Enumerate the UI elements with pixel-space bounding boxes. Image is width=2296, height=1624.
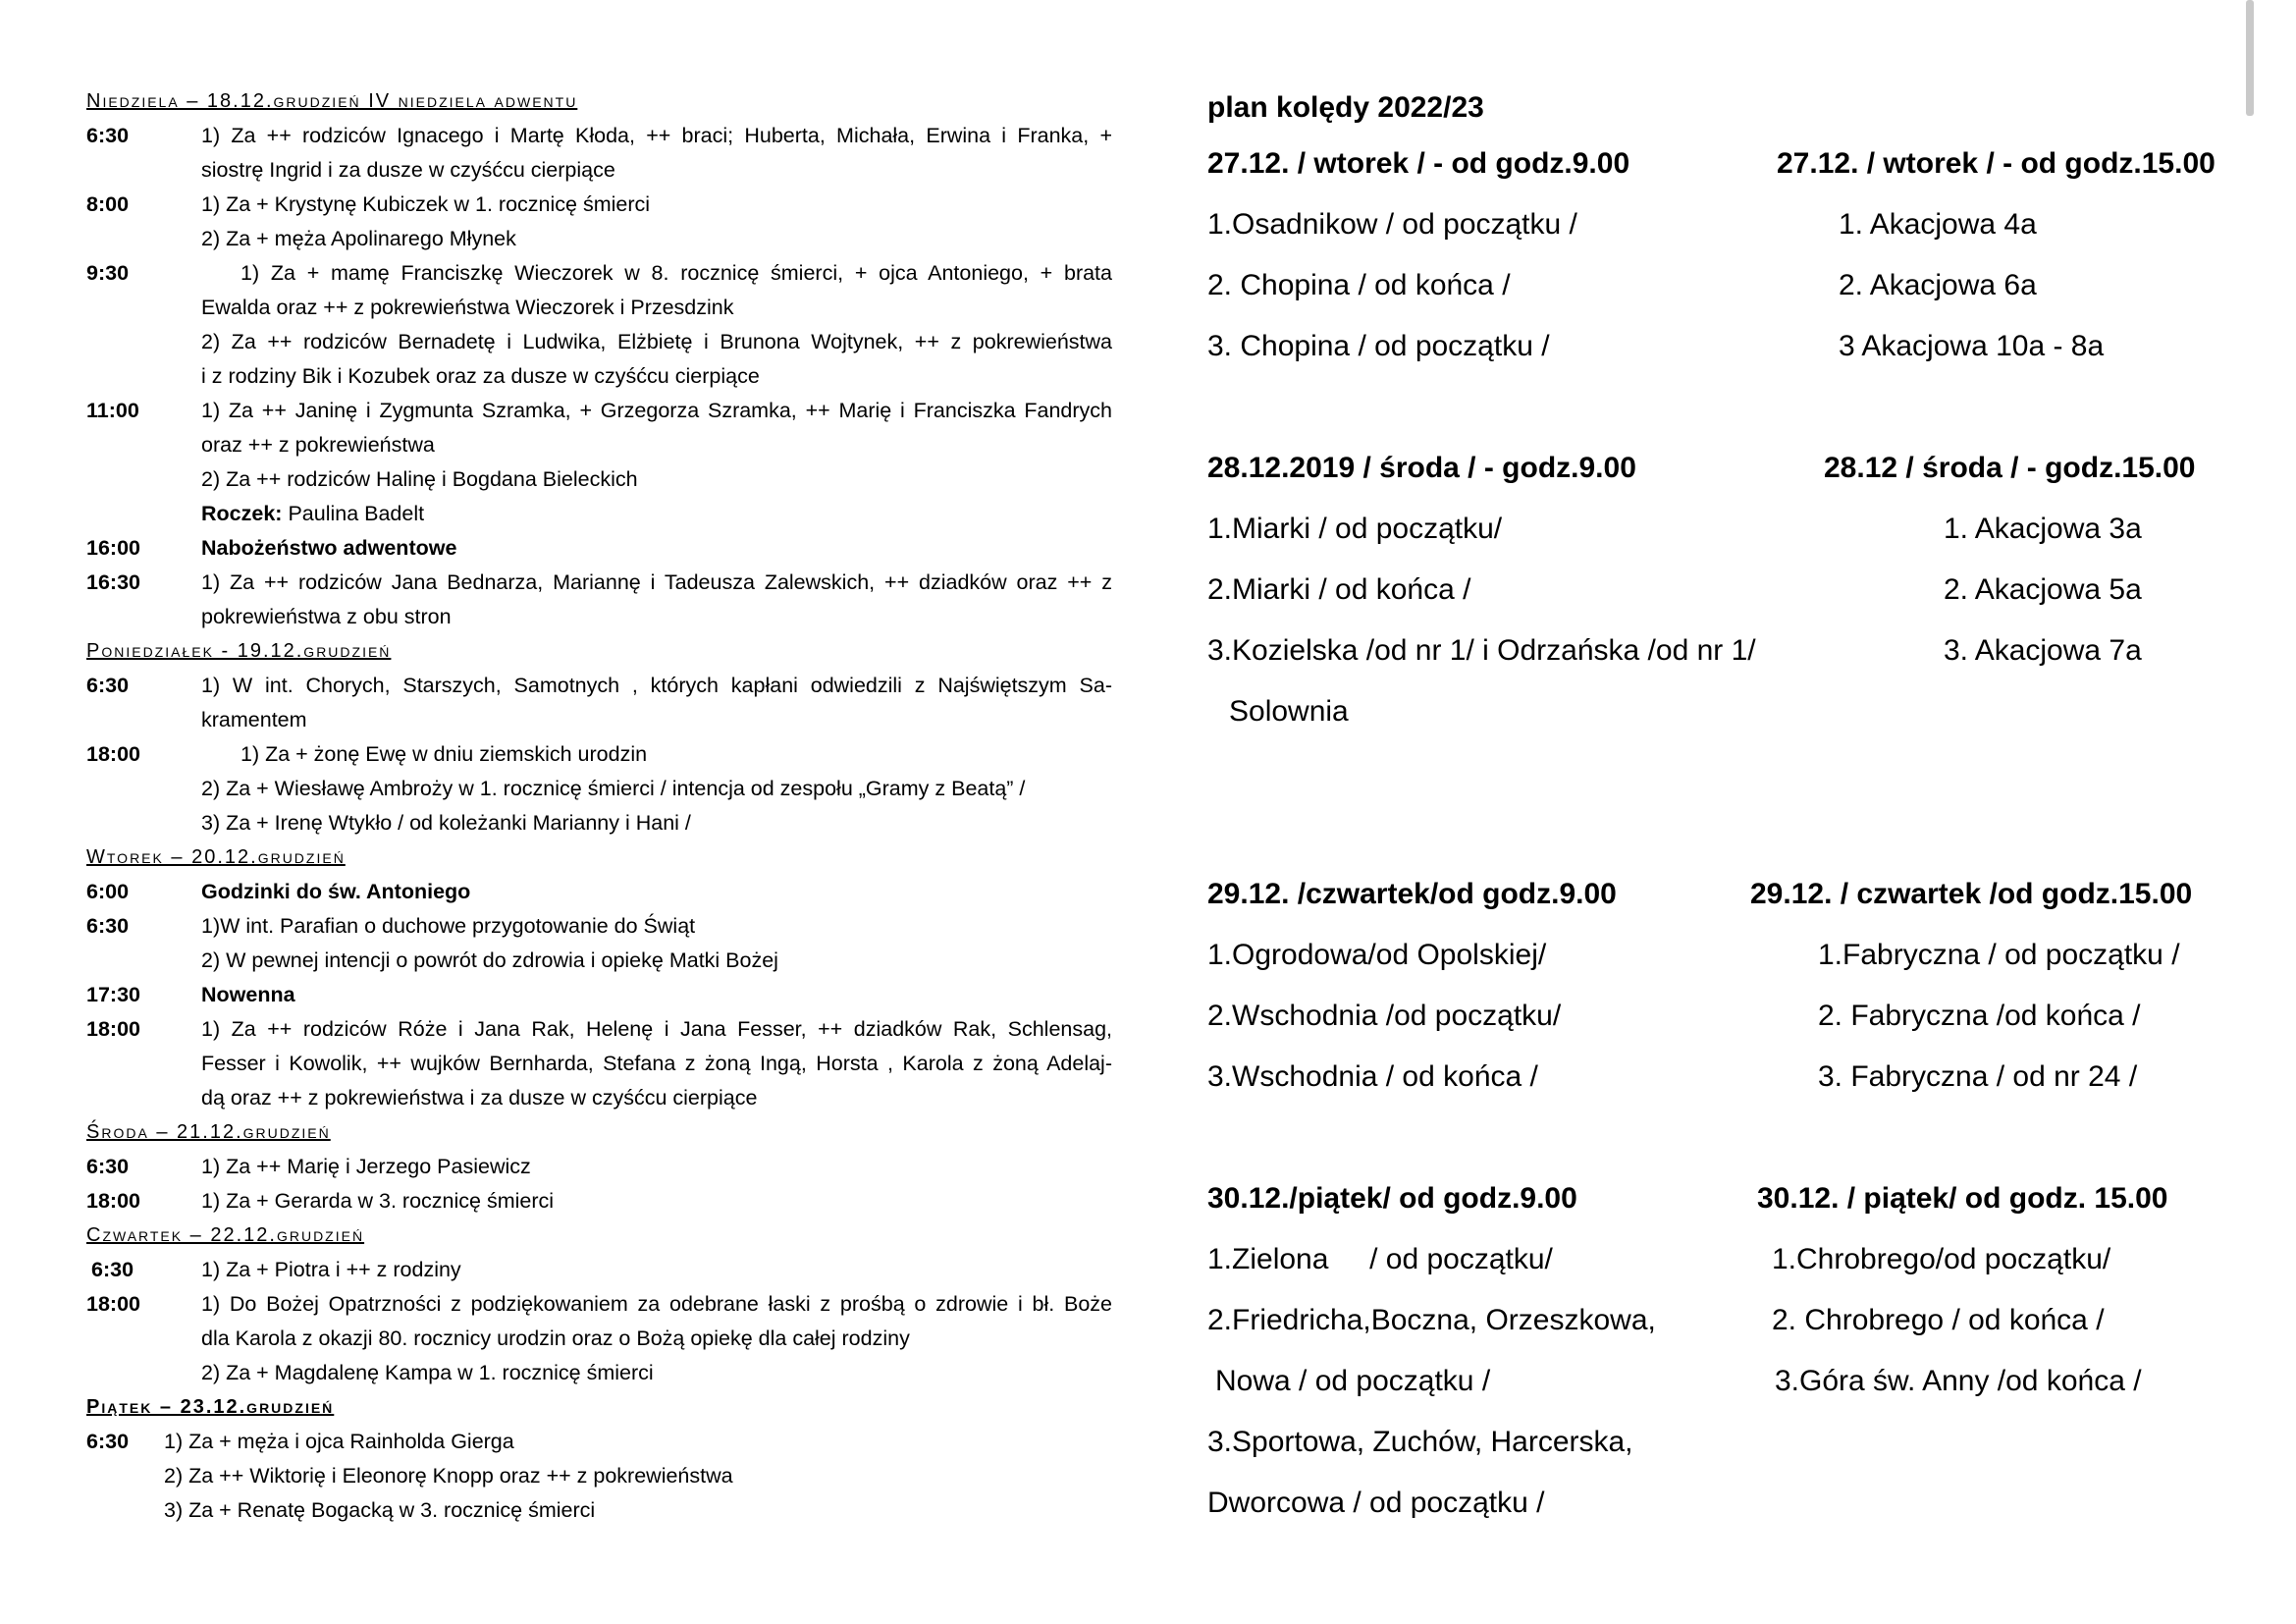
- street-row: [1207, 1229, 2258, 1290]
- intention-line: 1) Za + Gerarda w 3. rocznicę śmierci: [201, 1189, 555, 1213]
- service-name: Nowenna: [201, 983, 295, 1006]
- intention-line: Fesser i Kowolik, ++ wujków Bernharda, Stefana z żoną Ingą, Horsta , Karola z żoną Adelaj-: [201, 1052, 1112, 1075]
- street-morning: 2.Friedricha,Boczna, Orzeszkowa,: [1207, 1304, 1656, 1336]
- mass-time: 6:30: [86, 124, 130, 147]
- intention-line: 1) Do Bożej Opatrzności z podziękowaniem za odebrane łaski z prośbą o zdrowie i bł. Boże: [201, 1292, 1112, 1316]
- intention-line: 2) W pewnej intencji o powrót do zdrowia i opiekę Matki Bożej: [201, 948, 778, 972]
- street-morning: 1.Ogrodowa/od Opolskiej/: [1207, 939, 1547, 971]
- street-morning: 1.Zielona / od początku/: [1207, 1243, 1553, 1275]
- mass-entry: [86, 1150, 1112, 1184]
- intention-line: 2) Za + Magdalenę Kampa w 1. rocznicę śmierci: [201, 1361, 654, 1384]
- day-heading: Czwartek – 22.12.grudzień: [86, 1224, 365, 1246]
- street-morning: 2.Wschodnia /od początku/: [1207, 1000, 1562, 1032]
- vertical-scrollbar[interactable]: [2246, 0, 2254, 116]
- mass-entry: [86, 737, 1112, 840]
- street-row: [1207, 1412, 2258, 1473]
- mass-time: 11:00: [86, 399, 139, 422]
- koleda-plan: [1207, 82, 2258, 1534]
- intention-line: 1) Za + żonę Ewę w dniu ziemskich urodzin: [240, 742, 648, 766]
- street-morning: Solownia: [1229, 695, 1349, 728]
- intention-line: 3) Za + Irenę Wtykło / od koleżanki Marianny i Hani /: [201, 811, 691, 835]
- intention-line: dą oraz ++ z pokrewieństwa i za dusze w czyśćcu cierpiące: [201, 1086, 758, 1110]
- day-heading: Wtorek – 20.12.grudzień: [86, 846, 346, 868]
- street-afternoon: 2. Fabryczna /od końca /: [1818, 1000, 2141, 1032]
- street-row: [1207, 1047, 2258, 1108]
- street-row: [1207, 194, 2258, 255]
- block-header: [1207, 134, 2258, 194]
- intention-line: 1) Za ++ rodziców Ignacego i Martę Kłoda, ++ braci; Huberta, Michała, Erwina i Franka, +: [201, 124, 1112, 147]
- mass-time: 6:30: [86, 914, 130, 938]
- street-row: [1207, 499, 2258, 560]
- intention-line: 1) W int. Chorych, Starszych, Samotnych , których kapłani odwiedzili z Najświętszym Sa-: [201, 674, 1112, 697]
- mass-time: 9:30: [86, 261, 130, 285]
- street-afternoon: 2. Akacjowa 5a: [1944, 573, 2142, 606]
- mass-time: 16:30: [86, 570, 140, 594]
- street-morning: 3.Wschodnia / od końca /: [1207, 1060, 1538, 1093]
- block-header-morning: 27.12. / wtorek / - od godz.9.00: [1207, 147, 1630, 180]
- day-heading: Poniedziałek - 19.12.grudzień: [86, 640, 392, 662]
- street-afternoon: 2. Chrobrego / od końca /: [1772, 1304, 2105, 1336]
- street-afternoon: 1. Akacjowa 3a: [1944, 513, 2142, 545]
- mass-time: 18:00: [86, 1292, 140, 1316]
- block-header-afternoon: 30.12. / piątek/ od godz. 15.00: [1757, 1182, 2168, 1215]
- street-row: [1207, 925, 2258, 986]
- intention-line: 1) Za ++ Marię i Jerzego Pasiewicz: [201, 1155, 531, 1178]
- intention-line: Ewalda oraz ++ z pokrewieństwa Wieczorek i Przesdzink: [201, 296, 734, 319]
- koleda-title: plan kolędy 2022/23: [1207, 91, 1484, 124]
- intention-line: 3) Za + Renatę Bogacką w 3. rocznicę śmierci: [164, 1498, 596, 1522]
- intention-line: 2) Za ++ Wiktorię i Eleonorę Knopp oraz ++ z pokrewieństwa: [164, 1464, 733, 1488]
- mass-entry: [86, 566, 1112, 634]
- street-row: [1207, 1351, 2258, 1412]
- block-header-morning: 30.12./piątek/ od godz.9.00: [1207, 1182, 1577, 1215]
- mass-entry: [86, 256, 1112, 394]
- street-morning: 3.Sportowa, Zuchów, Harcerska,: [1207, 1426, 1633, 1458]
- mass-time: 6:30: [86, 1155, 130, 1178]
- intention-line: i z rodziny Bik i Kozubek oraz za dusze w czyśćcu cierpiące: [201, 364, 760, 388]
- street-morning: Nowa / od początku /: [1215, 1365, 1491, 1397]
- street-afternoon: 3 Akacjowa 10a - 8a: [1839, 330, 2105, 362]
- intention-line: pokrewieństwa z obu stron: [201, 605, 452, 628]
- street-morning: 1.Osadnikow / od początku /: [1207, 208, 1577, 241]
- street-morning: 3.Kozielska /od nr 1/ i Odrzańska /od nr 1/: [1207, 634, 1756, 667]
- street-row: [1207, 316, 2258, 377]
- mass-entry: [86, 188, 1112, 256]
- intention-line: oraz ++ z pokrewieństwa: [201, 433, 435, 457]
- day-heading: Niedziela – 18.12.grudzień IV niedziela adwentu: [86, 90, 578, 112]
- mass-time: 18:00: [86, 1189, 140, 1213]
- street-row: [1207, 1473, 2258, 1534]
- mass-entry: [86, 978, 1112, 1012]
- day-heading: Piątek – 23.12.grudzień: [86, 1396, 335, 1418]
- street-afternoon: 3.Góra św. Anny /od końca /: [1775, 1365, 2142, 1397]
- street-morning: Dworcowa / od początku /: [1207, 1487, 1545, 1519]
- intention-line: 1) Za ++ Janinę i Zygmunta Szramka, + Grzegorza Szramka, ++ Marię i Franciszka Fandrych: [201, 399, 1112, 422]
- roczek-line: [201, 497, 1112, 531]
- roczek-label: Roczek:: [201, 502, 283, 525]
- mass-entry: [86, 1253, 1112, 1287]
- block-header: [1207, 438, 2258, 499]
- mass-entry: [86, 1184, 1112, 1218]
- block-header-afternoon: 27.12. / wtorek / - od godz.15.00: [1777, 147, 2216, 180]
- street-row: [1207, 560, 2258, 621]
- intention-line: 1)W int. Parafian o duchowe przygotowanie do Świąt: [201, 914, 696, 938]
- street-afternoon: 3. Fabryczna / od nr 24 /: [1818, 1060, 2138, 1093]
- intention-line: 2) Za ++ rodziców Bernadetę i Ludwika, Elżbietę i Brunona Wojtynek, ++ z pokrewieństwa: [201, 330, 1112, 353]
- street-row: [1207, 681, 2258, 742]
- street-afternoon: 1. Akacjowa 4a: [1839, 208, 2037, 241]
- intention-line: 1) Za + mamę Franciszkę Wieczorek w 8. rocznicę śmierci, + ojca Antoniego, + brata: [240, 261, 1112, 285]
- mass-entry: [86, 909, 1112, 978]
- roczek-name: Paulina Badelt: [288, 502, 425, 525]
- block-header-afternoon: 28.12 / środa / - godz.15.00: [1824, 452, 2196, 484]
- mass-entry: [86, 394, 1112, 531]
- street-morning: 1.Miarki / od początku/: [1207, 513, 1503, 545]
- intention-line: 1) Za + Piotra i ++ z rodziny: [201, 1258, 461, 1281]
- mass-time: 6:30: [86, 1430, 130, 1453]
- street-afternoon: 1.Fabryczna / od początku /: [1818, 939, 2180, 971]
- intention-line: 1) Za + Krystynę Kubiczek w 1. rocznicę śmierci: [201, 192, 651, 216]
- mass-entry: [86, 875, 1112, 909]
- mass-entry: [86, 531, 1112, 566]
- mass-time: 6:30: [86, 674, 130, 697]
- street-afternoon: 3. Akacjowa 7a: [1944, 634, 2142, 667]
- day-heading: Środa – 21.12.grudzień: [86, 1121, 331, 1143]
- service-name: Nabożeństwo adwentowe: [201, 536, 457, 560]
- mass-time: 8:00: [86, 192, 130, 216]
- mass-time: 17:30: [86, 983, 140, 1006]
- mass-time: 18:00: [86, 742, 140, 766]
- block-header-afternoon: 29.12. / czwartek /od godz.15.00: [1750, 878, 2193, 910]
- intention-line: 1) Za + męża i ojca Rainholda Gierga: [164, 1430, 514, 1453]
- mass-entry: [86, 1012, 1112, 1115]
- street-row: [1207, 1290, 2258, 1351]
- intention-line: siostrę Ingrid i za dusze w czyśćcu cierpiące: [201, 158, 615, 182]
- mass-entry: [86, 1425, 1112, 1528]
- mass-entry: [86, 119, 1112, 188]
- intention-line: 1) Za ++ rodziców Jana Bednarza, Mariannę i Tadeusza Zalewskich, ++ dziadków oraz ++ z: [201, 570, 1112, 594]
- street-row: [1207, 621, 2258, 681]
- mass-time: 16:00: [86, 536, 140, 560]
- street-morning: 2. Chopina / od końca /: [1207, 269, 1511, 301]
- service-name: Godzinki do św. Antoniego: [201, 880, 471, 903]
- street-row: [1207, 255, 2258, 316]
- intention-line: 2) Za + męża Apolinarego Młynek: [201, 227, 516, 250]
- mass-time: 6:00: [86, 880, 130, 903]
- intention-line: 1) Za ++ rodziców Róże i Jana Rak, Helenę i Jana Fesser, ++ dziadków Rak, Schlensag,: [201, 1017, 1112, 1041]
- block-header-morning: 29.12. /czwartek/od godz.9.00: [1207, 878, 1617, 910]
- mass-entry: [86, 669, 1112, 737]
- street-morning: 2.Miarki / od końca /: [1207, 573, 1471, 606]
- intention-line: 2) Za ++ rodziców Halinę i Bogdana Bieleckich: [201, 467, 638, 491]
- street-afternoon: 1.Chrobrego/od początku/: [1772, 1243, 2111, 1275]
- street-row: [1207, 986, 2258, 1047]
- mass-time: 6:30: [91, 1258, 134, 1281]
- block-header: [1207, 1168, 2258, 1229]
- intention-line: 2) Za + Wiesławę Ambroży w 1. rocznicę śmierci / intencja od zespołu „Gramy z Beatą” /: [201, 777, 1026, 800]
- mass-entry: [86, 1287, 1112, 1390]
- mass-time: 18:00: [86, 1017, 140, 1041]
- mass-intentions: [86, 84, 1112, 1528]
- street-afternoon: 2. Akacjowa 6a: [1839, 269, 2037, 301]
- block-header-morning: 28.12.2019 / środa / - godz.9.00: [1207, 452, 1636, 484]
- intention-line: kramentem: [201, 708, 307, 731]
- street-morning: 3. Chopina / od początku /: [1207, 330, 1550, 362]
- block-header: [1207, 864, 2258, 925]
- intention-line: dla Karola z okazji 80. rocznicy urodzin oraz o Bożą opiekę dla całej rodziny: [201, 1326, 910, 1350]
